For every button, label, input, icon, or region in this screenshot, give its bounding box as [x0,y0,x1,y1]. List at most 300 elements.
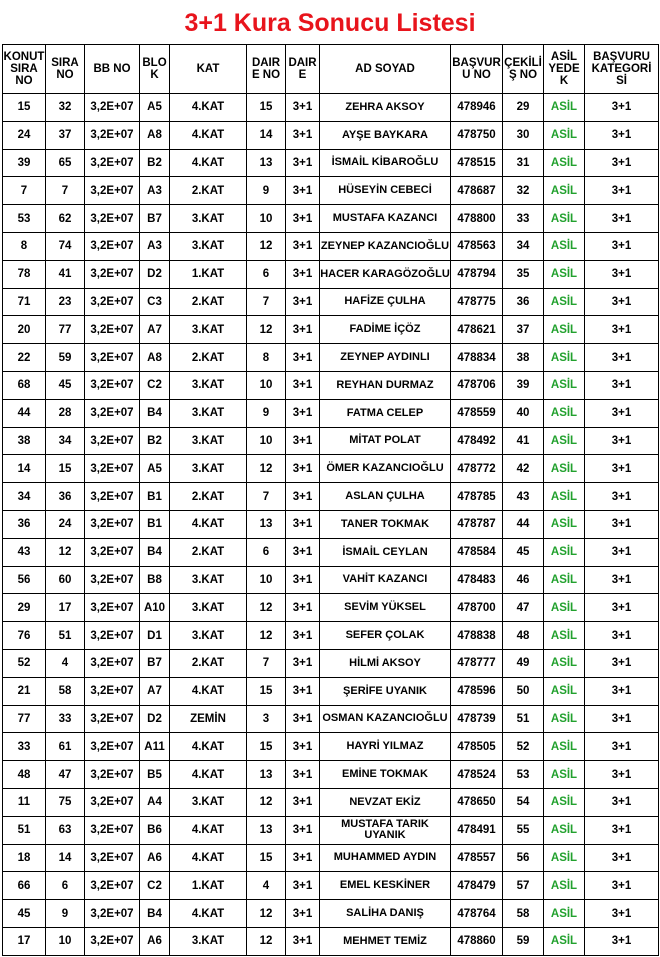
cell-daire-no: 12 [247,622,286,650]
cell-blok: A6 [140,844,170,872]
col-konut-sira-no: KONUT SIRA NO [3,45,46,94]
cell-daire: 3+1 [286,232,320,260]
cell-basvuru-no: 478772 [451,455,503,483]
cell-kat: 3.KAT [170,205,247,233]
cell-basvuru-kategorisi: 3+1 [585,232,659,260]
cell-daire-no: 15 [247,733,286,761]
cell-asil-yedek: ASİL [544,566,585,594]
cell-konut-sira-no: 17 [3,927,46,955]
cell-daire: 3+1 [286,927,320,955]
cell-konut-sira-no: 68 [3,371,46,399]
cell-daire-no: 12 [247,455,286,483]
cell-blok: A5 [140,94,170,122]
cell-sira-no: 12 [46,538,85,566]
cell-konut-sira-no: 21 [3,677,46,705]
cell-blok: B5 [140,761,170,789]
cell-blok: B2 [140,149,170,177]
cell-blok: B4 [140,900,170,928]
cell-ad-soyad: SEFER ÇOLAK [320,622,451,650]
cell-asil-yedek: ASİL [544,622,585,650]
cell-kat: 4.KAT [170,677,247,705]
table-row [3,94,659,122]
cell-cekilis-no: 48 [503,622,544,650]
cell-kat: 4.KAT [170,149,247,177]
cell-basvuru-no: 478596 [451,677,503,705]
cell-basvuru-kategorisi: 3+1 [585,510,659,538]
cell-sira-no: 74 [46,232,85,260]
cell-sira-no: 77 [46,316,85,344]
cell-daire-no: 15 [247,94,286,122]
cell-kat: 3.KAT [170,399,247,427]
cell-daire: 3+1 [286,705,320,733]
cell-kat: 4.KAT [170,761,247,789]
cell-asil-yedek: ASİL [544,121,585,149]
table-row [3,594,659,622]
cell-asil-yedek: ASİL [544,733,585,761]
cell-bb-no: 3,2E+07 [85,927,140,955]
cell-blok: C2 [140,872,170,900]
table-row [3,316,659,344]
cell-konut-sira-no: 53 [3,205,46,233]
cell-sira-no: 7 [46,177,85,205]
cell-bb-no: 3,2E+07 [85,594,140,622]
cell-daire-no: 9 [247,399,286,427]
cell-daire-no: 13 [247,149,286,177]
cell-sira-no: 33 [46,705,85,733]
cell-ad-soyad: HAFİZE ÇULHA [320,288,451,316]
cell-blok: A7 [140,677,170,705]
cell-daire: 3+1 [286,622,320,650]
cell-sira-no: 4 [46,649,85,677]
cell-cekilis-no: 56 [503,844,544,872]
cell-cekilis-no: 53 [503,761,544,789]
cell-sira-no: 32 [46,94,85,122]
cell-kat: 2.KAT [170,344,247,372]
cell-cekilis-no: 44 [503,510,544,538]
cell-cekilis-no: 31 [503,149,544,177]
cell-basvuru-kategorisi: 3+1 [585,455,659,483]
cell-bb-no: 3,2E+07 [85,232,140,260]
table-row [3,844,659,872]
cell-asil-yedek: ASİL [544,205,585,233]
cell-blok: A3 [140,232,170,260]
cell-asil-yedek: ASİL [544,232,585,260]
cell-ad-soyad: MUSTAFA TARIK UYANIK [320,816,451,844]
cell-daire: 3+1 [286,594,320,622]
cell-bb-no: 3,2E+07 [85,177,140,205]
cell-daire: 3+1 [286,455,320,483]
cell-daire: 3+1 [286,288,320,316]
table-row [3,371,659,399]
cell-sira-no: 59 [46,344,85,372]
cell-sira-no: 36 [46,483,85,511]
cell-kat: 1.KAT [170,260,247,288]
cell-blok: B4 [140,538,170,566]
cell-daire-no: 10 [247,205,286,233]
cell-ad-soyad: ZEYNEP KAZANCIOĞLU [320,232,451,260]
cell-basvuru-no: 478800 [451,205,503,233]
cell-cekilis-no: 45 [503,538,544,566]
cell-sira-no: 34 [46,427,85,455]
cell-basvuru-kategorisi: 3+1 [585,872,659,900]
cell-cekilis-no: 57 [503,872,544,900]
cell-blok: A7 [140,316,170,344]
cell-daire-no: 12 [247,900,286,928]
cell-basvuru-kategorisi: 3+1 [585,594,659,622]
cell-sira-no: 41 [46,260,85,288]
cell-cekilis-no: 34 [503,232,544,260]
cell-basvuru-kategorisi: 3+1 [585,316,659,344]
cell-daire: 3+1 [286,677,320,705]
table-row [3,455,659,483]
cell-bb-no: 3,2E+07 [85,733,140,761]
cell-ad-soyad: MUSTAFA KAZANCI [320,205,451,233]
cell-sira-no: 58 [46,677,85,705]
cell-ad-soyad: SEVİM YÜKSEL [320,594,451,622]
cell-cekilis-no: 33 [503,205,544,233]
cell-ad-soyad: NEVZAT EKİZ [320,788,451,816]
cell-basvuru-no: 478775 [451,288,503,316]
cell-kat: 3.KAT [170,566,247,594]
cell-asil-yedek: ASİL [544,94,585,122]
cell-kat: 3.KAT [170,455,247,483]
col-ad-soyad: AD SOYAD [320,45,451,94]
cell-bb-no: 3,2E+07 [85,94,140,122]
cell-daire: 3+1 [286,788,320,816]
cell-konut-sira-no: 45 [3,900,46,928]
cell-basvuru-no: 478838 [451,622,503,650]
cell-konut-sira-no: 20 [3,316,46,344]
cell-ad-soyad: ZEYNEP AYDINLI [320,344,451,372]
cell-daire: 3+1 [286,344,320,372]
cell-basvuru-no: 478777 [451,649,503,677]
cell-basvuru-kategorisi: 3+1 [585,399,659,427]
cell-cekilis-no: 46 [503,566,544,594]
cell-asil-yedek: ASİL [544,149,585,177]
cell-daire-no: 10 [247,371,286,399]
cell-ad-soyad: SALİHA DANIŞ [320,900,451,928]
cell-blok: A8 [140,121,170,149]
cell-daire: 3+1 [286,900,320,928]
cell-cekilis-no: 32 [503,177,544,205]
cell-asil-yedek: ASİL [544,371,585,399]
cell-cekilis-no: 29 [503,94,544,122]
cell-kat: 3.KAT [170,427,247,455]
cell-basvuru-no: 478491 [451,816,503,844]
cell-asil-yedek: ASİL [544,538,585,566]
cell-basvuru-no: 478834 [451,344,503,372]
cell-konut-sira-no: 15 [3,94,46,122]
table-row [3,149,659,177]
cell-basvuru-no: 478524 [451,761,503,789]
cell-konut-sira-no: 56 [3,566,46,594]
table-row [3,788,659,816]
cell-basvuru-no: 478483 [451,566,503,594]
cell-basvuru-no: 478515 [451,149,503,177]
cell-daire-no: 13 [247,761,286,789]
cell-daire-no: 10 [247,427,286,455]
table-row [3,399,659,427]
cell-daire: 3+1 [286,427,320,455]
cell-bb-no: 3,2E+07 [85,705,140,733]
cell-asil-yedek: ASİL [544,927,585,955]
cell-cekilis-no: 37 [503,316,544,344]
cell-kat: 2.KAT [170,538,247,566]
cell-bb-no: 3,2E+07 [85,622,140,650]
cell-daire-no: 13 [247,816,286,844]
cell-basvuru-no: 478584 [451,538,503,566]
table-row [3,733,659,761]
table-row [3,121,659,149]
table-row [3,649,659,677]
cell-cekilis-no: 39 [503,371,544,399]
cell-cekilis-no: 47 [503,594,544,622]
cell-ad-soyad: ÖMER KAZANCIOĞLU [320,455,451,483]
cell-basvuru-no: 478492 [451,427,503,455]
cell-basvuru-no: 478787 [451,510,503,538]
cell-asil-yedek: ASİL [544,677,585,705]
cell-cekilis-no: 55 [503,816,544,844]
cell-daire: 3+1 [286,121,320,149]
results-table [2,44,659,956]
col-asil-yedek: ASİL YEDE K [544,45,585,94]
cell-kat: 3.KAT [170,927,247,955]
table-row [3,260,659,288]
cell-konut-sira-no: 51 [3,816,46,844]
cell-kat: 3.KAT [170,594,247,622]
cell-konut-sira-no: 36 [3,510,46,538]
table-row [3,705,659,733]
cell-daire-no: 7 [247,649,286,677]
cell-konut-sira-no: 43 [3,538,46,566]
table-row [3,344,659,372]
cell-sira-no: 6 [46,872,85,900]
cell-daire: 3+1 [286,649,320,677]
cell-konut-sira-no: 24 [3,121,46,149]
cell-bb-no: 3,2E+07 [85,149,140,177]
cell-ad-soyad: EMEL KESKİNER [320,872,451,900]
cell-bb-no: 3,2E+07 [85,427,140,455]
cell-asil-yedek: ASİL [544,399,585,427]
cell-blok: D2 [140,260,170,288]
cell-bb-no: 3,2E+07 [85,316,140,344]
cell-asil-yedek: ASİL [544,344,585,372]
table-row [3,900,659,928]
cell-sira-no: 10 [46,927,85,955]
cell-basvuru-no: 478650 [451,788,503,816]
cell-daire: 3+1 [286,733,320,761]
cell-konut-sira-no: 66 [3,872,46,900]
cell-kat: 4.KAT [170,94,247,122]
cell-kat: 2.KAT [170,483,247,511]
cell-bb-no: 3,2E+07 [85,566,140,594]
cell-bb-no: 3,2E+07 [85,288,140,316]
cell-daire: 3+1 [286,510,320,538]
cell-blok: B1 [140,510,170,538]
cell-daire-no: 8 [247,344,286,372]
cell-basvuru-no: 478785 [451,483,503,511]
cell-basvuru-kategorisi: 3+1 [585,788,659,816]
table-row [3,622,659,650]
cell-blok: A11 [140,733,170,761]
cell-sira-no: 60 [46,566,85,594]
cell-basvuru-no: 478621 [451,316,503,344]
cell-ad-soyad: FADİME İÇÖZ [320,316,451,344]
cell-kat: 4.KAT [170,816,247,844]
cell-bb-no: 3,2E+07 [85,121,140,149]
cell-basvuru-kategorisi: 3+1 [585,816,659,844]
cell-basvuru-no: 478687 [451,177,503,205]
cell-kat: 3.KAT [170,622,247,650]
cell-bb-no: 3,2E+07 [85,538,140,566]
cell-konut-sira-no: 78 [3,260,46,288]
cell-asil-yedek: ASİL [544,288,585,316]
cell-blok: A10 [140,594,170,622]
cell-daire: 3+1 [286,761,320,789]
cell-kat: 2.KAT [170,649,247,677]
col-bb-no: BB NO [85,45,140,94]
cell-basvuru-no: 478563 [451,232,503,260]
cell-basvuru-kategorisi: 3+1 [585,121,659,149]
cell-ad-soyad: VAHİT KAZANCI [320,566,451,594]
cell-konut-sira-no: 11 [3,788,46,816]
cell-daire-no: 14 [247,121,286,149]
cell-bb-no: 3,2E+07 [85,455,140,483]
cell-bb-no: 3,2E+07 [85,399,140,427]
table-row [3,510,659,538]
cell-daire: 3+1 [286,816,320,844]
cell-ad-soyad: REYHAN DURMAZ [320,371,451,399]
cell-cekilis-no: 40 [503,399,544,427]
cell-kat: 4.KAT [170,121,247,149]
cell-konut-sira-no: 18 [3,844,46,872]
col-daire: DAIR E [286,45,320,94]
cell-basvuru-kategorisi: 3+1 [585,900,659,928]
table-row [3,761,659,789]
cell-blok: D2 [140,705,170,733]
cell-bb-no: 3,2E+07 [85,844,140,872]
cell-kat: 4.KAT [170,900,247,928]
cell-daire: 3+1 [286,872,320,900]
cell-basvuru-no: 478505 [451,733,503,761]
cell-cekilis-no: 42 [503,455,544,483]
cell-bb-no: 3,2E+07 [85,205,140,233]
cell-sira-no: 61 [46,733,85,761]
cell-daire-no: 12 [247,927,286,955]
cell-sira-no: 65 [46,149,85,177]
cell-konut-sira-no: 7 [3,177,46,205]
cell-kat: 3.KAT [170,371,247,399]
cell-basvuru-no: 478764 [451,900,503,928]
cell-bb-no: 3,2E+07 [85,371,140,399]
cell-daire-no: 7 [247,483,286,511]
cell-daire: 3+1 [286,177,320,205]
cell-asil-yedek: ASİL [544,594,585,622]
cell-konut-sira-no: 14 [3,455,46,483]
cell-blok: A4 [140,788,170,816]
cell-basvuru-kategorisi: 3+1 [585,94,659,122]
cell-blok: B4 [140,399,170,427]
cell-ad-soyad: HÜSEYİN CEBECİ [320,177,451,205]
cell-daire-no: 6 [247,260,286,288]
cell-daire-no: 13 [247,510,286,538]
cell-cekilis-no: 51 [503,705,544,733]
table-row [3,288,659,316]
cell-ad-soyad: TANER TOKMAK [320,510,451,538]
cell-ad-soyad: MEHMET TEMİZ [320,927,451,955]
cell-daire: 3+1 [286,538,320,566]
table-row [3,872,659,900]
cell-blok: A3 [140,177,170,205]
cell-konut-sira-no: 8 [3,232,46,260]
cell-cekilis-no: 59 [503,927,544,955]
cell-basvuru-kategorisi: 3+1 [585,344,659,372]
cell-asil-yedek: ASİL [544,316,585,344]
cell-basvuru-kategorisi: 3+1 [585,566,659,594]
cell-basvuru-kategorisi: 3+1 [585,205,659,233]
page-title: 3+1 Kura Sonucu Listesi [184,9,476,37]
table-row [3,232,659,260]
cell-daire-no: 10 [247,566,286,594]
cell-cekilis-no: 52 [503,733,544,761]
col-sira-no: SIRA NO [46,45,85,94]
cell-sira-no: 45 [46,371,85,399]
table-row [3,538,659,566]
cell-basvuru-no: 478557 [451,844,503,872]
cell-daire: 3+1 [286,399,320,427]
cell-basvuru-kategorisi: 3+1 [585,371,659,399]
cell-daire: 3+1 [286,844,320,872]
cell-konut-sira-no: 48 [3,761,46,789]
cell-basvuru-kategorisi: 3+1 [585,927,659,955]
cell-basvuru-kategorisi: 3+1 [585,149,659,177]
cell-basvuru-kategorisi: 3+1 [585,844,659,872]
cell-basvuru-kategorisi: 3+1 [585,761,659,789]
cell-blok: B6 [140,816,170,844]
cell-konut-sira-no: 44 [3,399,46,427]
col-kat: KAT [170,45,247,94]
cell-kat: 4.KAT [170,733,247,761]
table-row [3,205,659,233]
cell-konut-sira-no: 38 [3,427,46,455]
cell-ad-soyad: HİLMİ AKSOY [320,649,451,677]
col-cekilis-no: ÇEKİLİ Ş NO [503,45,544,94]
cell-asil-yedek: ASİL [544,177,585,205]
cell-bb-no: 3,2E+07 [85,872,140,900]
col-blok: BLO K [140,45,170,94]
cell-daire: 3+1 [286,371,320,399]
col-basvuru-kategorisi: BAŞVURU KATEGORİ Sİ [585,45,659,94]
cell-ad-soyad: HAYRİ YILMAZ [320,733,451,761]
cell-daire-no: 7 [247,288,286,316]
cell-daire-no: 12 [247,788,286,816]
cell-daire: 3+1 [286,205,320,233]
cell-konut-sira-no: 71 [3,288,46,316]
cell-cekilis-no: 35 [503,260,544,288]
cell-daire: 3+1 [286,316,320,344]
cell-basvuru-kategorisi: 3+1 [585,538,659,566]
cell-sira-no: 14 [46,844,85,872]
cell-blok: A5 [140,455,170,483]
cell-daire-no: 15 [247,844,286,872]
cell-sira-no: 9 [46,900,85,928]
cell-basvuru-kategorisi: 3+1 [585,622,659,650]
cell-basvuru-kategorisi: 3+1 [585,677,659,705]
cell-cekilis-no: 30 [503,121,544,149]
cell-cekilis-no: 49 [503,649,544,677]
cell-daire: 3+1 [286,260,320,288]
cell-cekilis-no: 41 [503,427,544,455]
